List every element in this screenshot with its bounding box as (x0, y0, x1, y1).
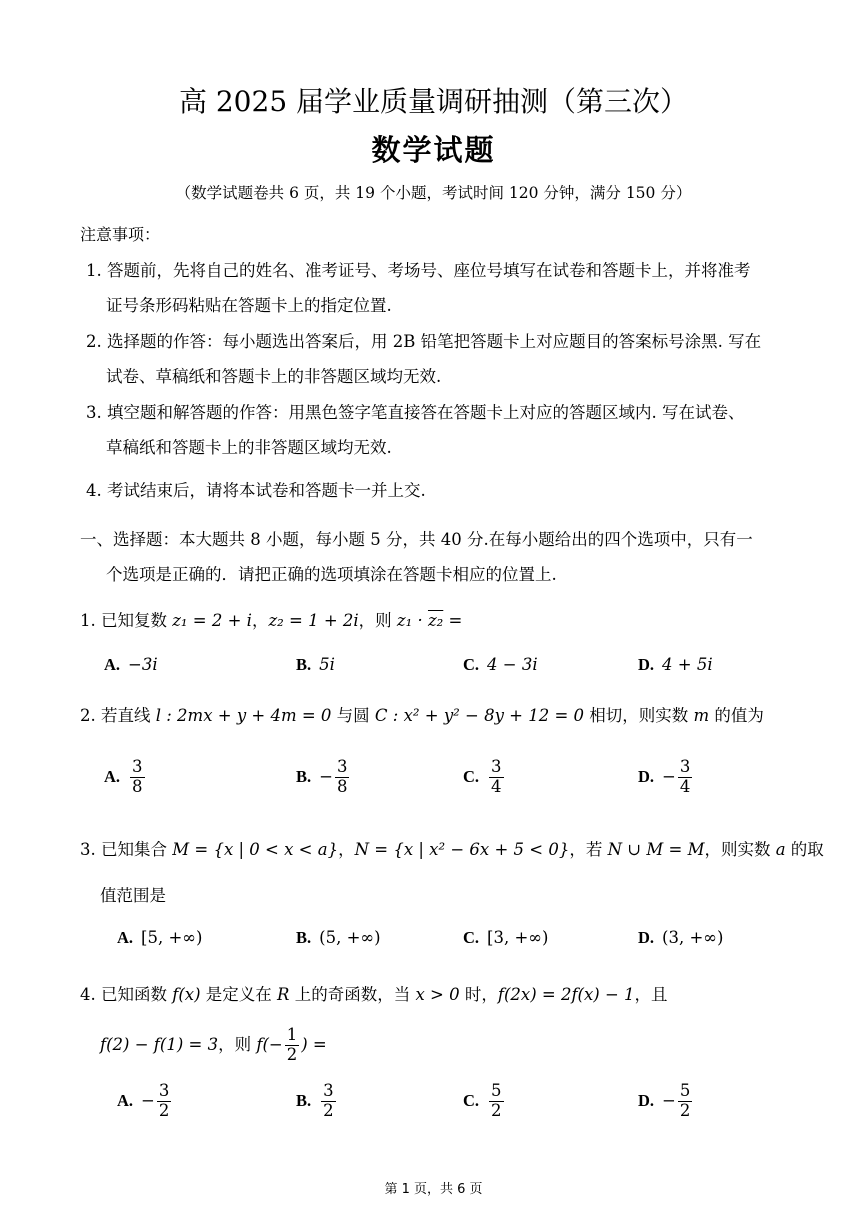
question-3-stem-cont: 值范围是 (100, 886, 166, 905)
fraction: $\frac{5}{2}$ (679, 1081, 691, 1120)
fraction: $\frac{3}{2}$ (323, 1081, 334, 1120)
section-heading: 一、选择题：本大题共 8 小题，每小题 5 分，共 40 分.在每小题给出的四个选项中，只有一 个选项是正确的．请把正确的选项填涂在答题卡相应的位置上. (80, 530, 753, 584)
exam-title: 高 2025 届学业质量调研抽测（第三次） (178, 85, 689, 118)
q1-option-a[interactable]: A. −3i (104, 655, 158, 674)
q2-option-c[interactable]: C. $\frac{3}{4}$ (463, 757, 502, 796)
fraction: $\frac{3}{8}$ (132, 757, 143, 796)
q3-option-b[interactable]: B. (5, +∞) (296, 928, 381, 947)
q4-option-a[interactable]: A. − $\frac{3}{2}$ (117, 1081, 170, 1120)
fraction: $\frac{3}{2}$ (158, 1081, 170, 1120)
notice-item-2: 2. 选择题的作答：每小题选出答案后，用 2B 铅笔把答题卡上对应题目的答案标号涂黑. 写在 试卷、草稿纸和答题卡上的非答题区域均无效. (86, 332, 762, 386)
q2-option-b[interactable]: B. − $\frac{3}{8}$ (296, 757, 348, 796)
notice-item-4: 4. 考试结束后，请将本试卷和答题卡一并上交. (86, 481, 426, 500)
q1-option-b[interactable]: B. 5i (296, 655, 335, 674)
fraction: $\frac{3}{4}$ (491, 757, 502, 796)
fraction: $\frac{5}{2}$ (491, 1081, 502, 1120)
question-1-stem: 1. 已知复数 z₁ = 2 + i，z₂ = 1 + 2i，则 z₁ · z₂ = (80, 611, 463, 630)
q2-option-a[interactable]: A. $\frac{3}{8}$ (104, 757, 143, 796)
page-footer: 第 1 页，共 6 页 (384, 1182, 483, 1197)
question-3-stem: 3. 已知集合 M = {x | 0 < x < a}，N = {x | x² − 6x + 5 < 0}，若 N ∪ M = M，则实数 a 的取 (80, 840, 824, 859)
q1-option-c[interactable]: C. 4 − 3i (463, 655, 538, 674)
q4-option-d[interactable]: D. − $\frac{5}{2}$ (638, 1081, 691, 1120)
fraction: $\frac{1}{2}$ (286, 1025, 298, 1064)
fraction: $\frac{3}{4}$ (679, 757, 691, 796)
notice-item-1: 1. 答题前，先将自己的姓名、准考证号、考场号、座位号填写在试卷和答题卡上，并将准考 证号条形码粘贴在答题卡上的指定位置. (86, 261, 751, 315)
q4-option-b[interactable]: B. $\frac{3}{2}$ (296, 1081, 334, 1120)
q3-option-c[interactable]: C. [3, +∞) (463, 928, 549, 947)
notice-heading: 注意事项： (80, 225, 161, 244)
question-2-stem: 2. 若直线 l : 2mx + y + 4m = 0 与圆 C : x² + y² − 8y + 12 = 0 相切，则实数 m 的值为 (80, 706, 764, 725)
fraction: $\frac{3}{8}$ (336, 757, 348, 796)
q3-option-a[interactable]: A. [5, +∞) (117, 928, 203, 947)
q2-option-d[interactable]: D. − $\frac{3}{4}$ (638, 757, 691, 796)
notice-item-3: 3. 填空题和解答题的作答：用黑色签字笔直接答在答题卡上对应的答题区域内. 写在试卷、 草稿纸和答题卡上的非答题区域均无效. (86, 403, 745, 457)
exam-info: （数学试题卷共 6 页，共 19 个小题，考试时间 120 分钟，满分 150 分） (175, 184, 692, 202)
q1-option-d[interactable]: D. 4 + 5i (638, 655, 713, 674)
question-4-stem-cont: f(2) − f(1) = 3，则 f(− $\frac{1}{2}$ ) = (100, 1025, 327, 1064)
q4-option-c[interactable]: C. $\frac{5}{2}$ (463, 1081, 502, 1120)
question-4-stem: 4. 已知函数 f(x) 是定义在 R 上的奇函数，当 x > 0 时，f(2x) = 2f(x) − 1，且 (80, 985, 668, 1004)
q3-option-d[interactable]: D. (3, +∞) (638, 928, 724, 947)
exam-subject: 数学试题 (371, 133, 496, 167)
